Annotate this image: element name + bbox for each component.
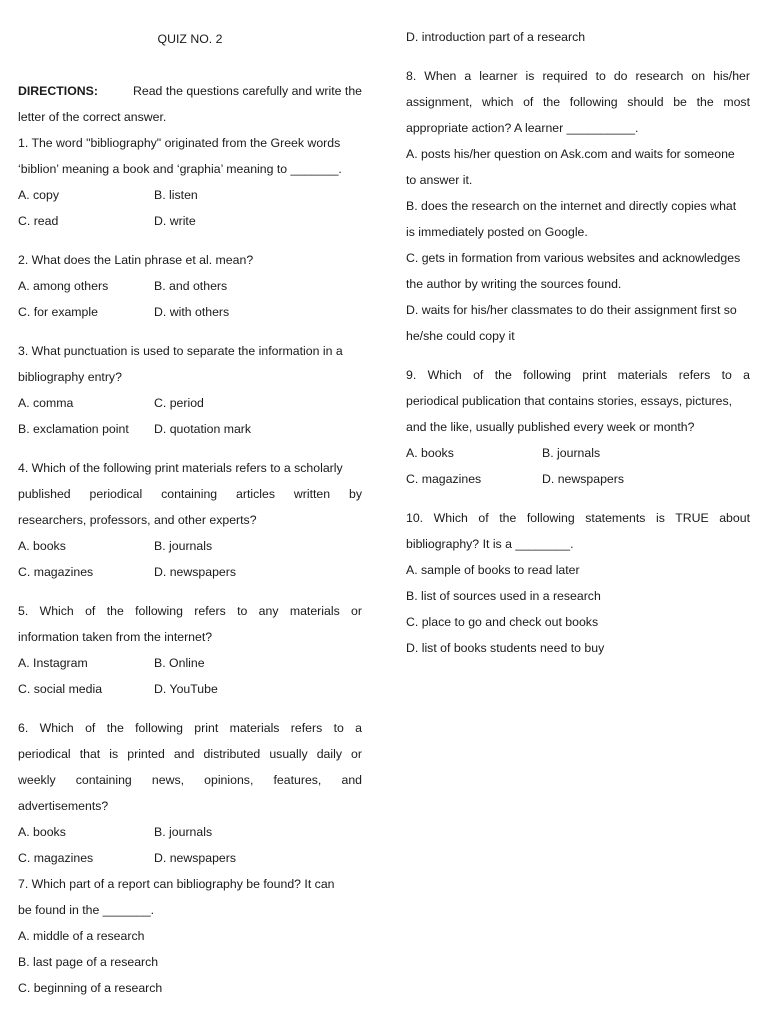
q4-option-d: D. newspapers bbox=[154, 565, 237, 579]
question-4-options-row-1 bbox=[18, 533, 362, 559]
question-8-line-3: appropriate action? A learner __________. bbox=[406, 121, 639, 135]
question-1-options-row-2 bbox=[18, 208, 362, 234]
question-9-line-1 bbox=[406, 362, 750, 388]
question-4-line-3: researchers, professors, and other experts? bbox=[18, 513, 257, 527]
question-4-line-2-text: published periodical containing articles written by bbox=[18, 487, 362, 501]
question-2-options-row-2 bbox=[18, 299, 362, 325]
q7-option-b: B. last page of a research bbox=[18, 955, 159, 969]
question-5-line-1 bbox=[18, 598, 362, 624]
question-6-options-row-1 bbox=[18, 819, 362, 845]
question-6-line-1 bbox=[18, 715, 362, 741]
q6-option-a: A. books bbox=[18, 825, 66, 839]
directions-label: DIRECTIONS: bbox=[18, 84, 98, 98]
q6-option-c: C. magazines bbox=[18, 851, 94, 865]
q3-option-c: C. period bbox=[154, 396, 204, 410]
question-9-line-2: periodical publication that contains stories, essays, pictures, bbox=[406, 394, 733, 408]
q6-option-d: D. newspapers bbox=[154, 851, 237, 865]
q9-option-b: B. journals bbox=[542, 446, 601, 460]
q1-option-a: A. copy bbox=[18, 188, 60, 202]
directions-text: Read the questions carefully and write the bbox=[133, 84, 362, 98]
question-5-options-row-2 bbox=[18, 676, 362, 702]
q1-option-c: C. read bbox=[18, 214, 59, 228]
question-8-line-2 bbox=[406, 89, 750, 115]
q3-option-b: B. exclamation point bbox=[18, 422, 129, 436]
question-9-options-row-2 bbox=[406, 466, 750, 492]
q2-option-d: D. with others bbox=[154, 305, 230, 319]
q5-option-b: B. Online bbox=[154, 656, 205, 670]
question-5-line-1-text: 5. Which of the following refers to any materials or bbox=[18, 604, 362, 618]
question-1-line-2: ‘biblion’ meaning a book and ‘graphia’ meaning to _______. bbox=[18, 162, 342, 176]
question-2-line-1: 2. What does the Latin phrase et al. mean? bbox=[18, 253, 254, 267]
q4-option-b: B. journals bbox=[154, 539, 213, 553]
q8-option-a-line-2: to answer it. bbox=[406, 173, 473, 187]
question-6-options-row-2 bbox=[18, 845, 362, 871]
question-6-line-1-text: 6. Which of the following print materials refers to a bbox=[18, 721, 362, 735]
question-3-options-row-1 bbox=[18, 390, 362, 416]
q8-option-c-line-2: the author by writing the sources found. bbox=[406, 277, 622, 291]
question-1-line-1: 1. The word "bibliography" originated from the Greek words bbox=[18, 136, 341, 150]
q7-option-c: C. beginning of a research bbox=[18, 981, 163, 995]
question-4-options-row-2 bbox=[18, 559, 362, 585]
q3-option-a: A. comma bbox=[18, 396, 74, 410]
q1-option-b: B. listen bbox=[154, 188, 198, 202]
question-6-line-2-text: periodical that is printed and distributed usually daily or bbox=[18, 747, 362, 761]
q9-option-c: C. magazines bbox=[406, 472, 482, 486]
q6-option-b: B. journals bbox=[154, 825, 213, 839]
q10-option-a: A. sample of books to read later bbox=[406, 563, 580, 577]
question-6-line-3 bbox=[18, 767, 362, 793]
question-6-line-4: advertisements? bbox=[18, 799, 109, 813]
q2-option-a: A. among others bbox=[18, 279, 109, 293]
q2-option-c: C. for example bbox=[18, 305, 98, 319]
q2-option-b: B. and others bbox=[154, 279, 228, 293]
q8-option-c-line-1: C. gets in formation from various websites and acknowledges bbox=[406, 251, 741, 265]
right-column bbox=[406, 24, 750, 661]
question-5-line-2: information taken from the internet? bbox=[18, 630, 213, 644]
directions-line-1 bbox=[18, 78, 362, 104]
question-8-line-1 bbox=[406, 63, 750, 89]
q10-option-d: D. list of books students need to buy bbox=[406, 641, 605, 655]
question-4-line-1: 4. Which of the following print materials refers to a scholarly bbox=[18, 461, 343, 475]
q10-option-c: C. place to go and check out books bbox=[406, 615, 599, 629]
q5-option-a: A. Instagram bbox=[18, 656, 88, 670]
q10-option-b: B. list of sources used in a research bbox=[406, 589, 601, 603]
question-9-options-row-1 bbox=[406, 440, 750, 466]
q7-option-a: A. middle of a research bbox=[18, 929, 145, 943]
question-3-line-2: bibliography entry? bbox=[18, 370, 122, 384]
q8-option-d-line-2: he/she could copy it bbox=[406, 329, 515, 343]
question-8-line-1-text: 8. When a learner is required to do research on his/her bbox=[406, 69, 750, 83]
question-10-line-1-text: 10. Which of the following statements is TRUE about bbox=[406, 511, 750, 525]
q4-option-a: A. books bbox=[18, 539, 66, 553]
question-6-line-2 bbox=[18, 741, 362, 767]
directions-line-2: letter of the correct answer. bbox=[18, 110, 167, 124]
q3-option-d: D. quotation mark bbox=[154, 422, 252, 436]
q5-option-d: D. YouTube bbox=[154, 682, 218, 696]
page-title: QUIZ NO. 2 bbox=[157, 32, 223, 46]
q9-option-d: D. newspapers bbox=[542, 472, 625, 486]
question-10-line-1 bbox=[406, 505, 750, 531]
q1-option-d: D. write bbox=[154, 214, 196, 228]
question-8-line-2-text: assignment, which of the following should be the most bbox=[406, 95, 750, 109]
question-1-options-row-1 bbox=[18, 182, 362, 208]
question-7-line-2: be found in the _______. bbox=[18, 903, 155, 917]
q8-option-a-line-1: A. posts his/her question on Ask.com and waits for someone bbox=[406, 147, 735, 161]
q8-option-d-line-1: D. waits for his/her classmates to do their assignment first so bbox=[406, 303, 737, 317]
question-4-line-2 bbox=[18, 481, 362, 507]
question-10-line-2: bibliography? It is a ________. bbox=[406, 537, 574, 551]
left-column bbox=[18, 26, 362, 1001]
q8-option-b-line-2: is immediately posted on Google. bbox=[406, 225, 588, 239]
q9-option-a: A. books bbox=[406, 446, 454, 460]
q4-option-c: C. magazines bbox=[18, 565, 94, 579]
q7-option-d: D. introduction part of a research bbox=[406, 30, 586, 44]
q5-option-c: C. social media bbox=[18, 682, 103, 696]
question-9-line-1-text: 9. Which of the following print materials refers to a bbox=[406, 368, 750, 382]
q8-option-b-line-1: B. does the research on the internet and directly copies what bbox=[406, 199, 737, 213]
question-5-options-row-1 bbox=[18, 650, 362, 676]
question-9-line-3: and the like, usually published every week or month? bbox=[406, 420, 695, 434]
question-6-line-3-text: weekly containing news, opinions, features, and bbox=[18, 773, 362, 787]
question-3-line-1: 3. What punctuation is used to separate the information in a bbox=[18, 344, 343, 358]
question-3-options-row-2 bbox=[18, 416, 362, 442]
question-2-options-row-1 bbox=[18, 273, 362, 299]
question-7-line-1: 7. Which part of a report can bibliography be found? It can bbox=[18, 877, 335, 891]
